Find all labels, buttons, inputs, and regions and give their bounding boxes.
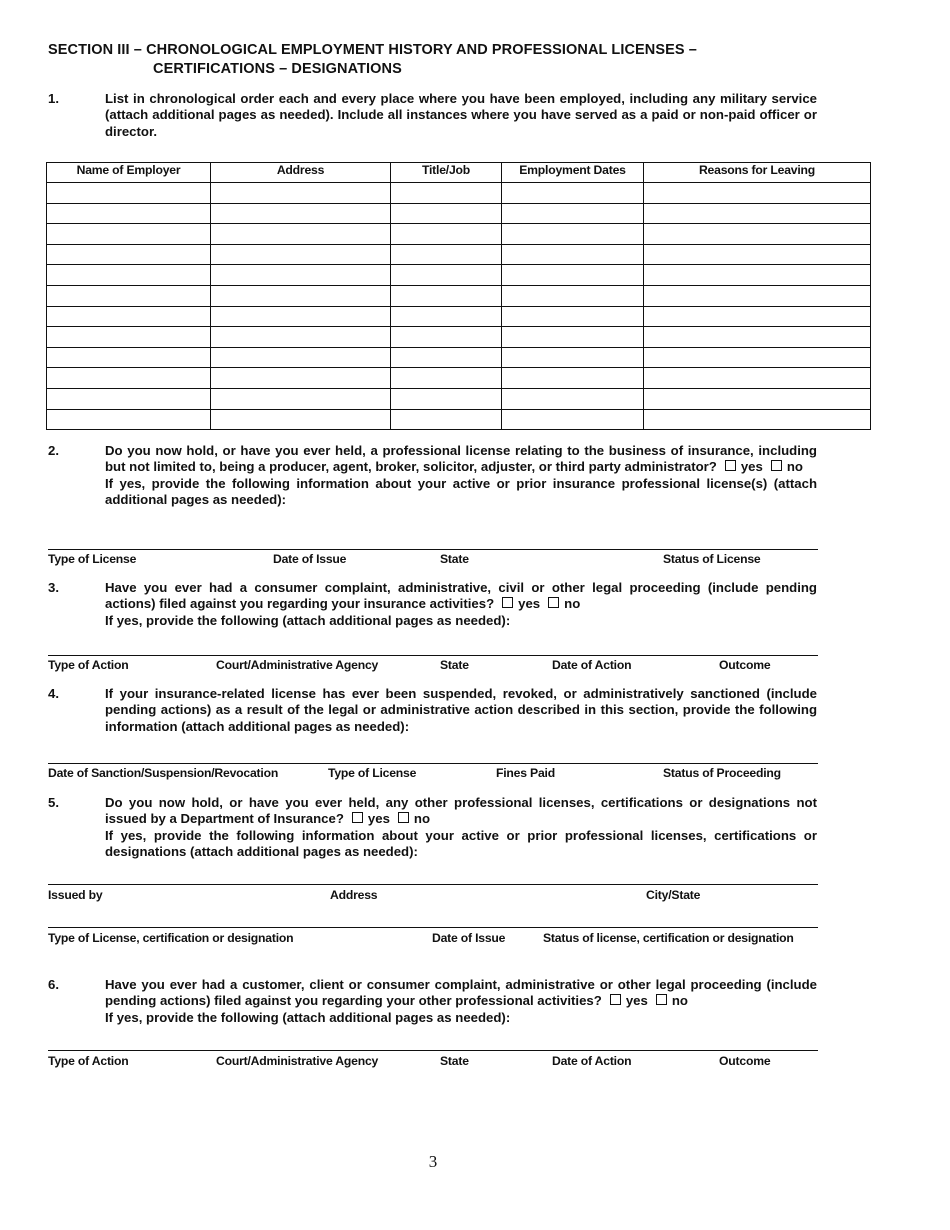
employment-cell[interactable] <box>644 183 871 204</box>
q6-field-state: State <box>440 1054 469 1068</box>
employment-cell[interactable] <box>391 285 502 306</box>
q5-field-type-of-license: Type of License, certification or designation <box>48 931 294 945</box>
col-reasons-for-leaving: Reasons for Leaving <box>644 163 871 183</box>
employment-cell[interactable] <box>502 327 644 348</box>
employment-table-header <box>47 163 871 183</box>
q1-number: 1. <box>48 91 59 106</box>
employment-cell[interactable] <box>391 244 502 265</box>
q2-block <box>105 443 817 508</box>
employment-row <box>47 306 871 327</box>
q6-field-type-of-action: Type of Action <box>48 1054 129 1068</box>
q3-answer-line[interactable] <box>48 655 818 656</box>
employment-cell[interactable] <box>47 285 211 306</box>
q1-text: List in chronological order each and every place where you have been employed, including any military service (attach additional pages as needed). Include all instances where you have served as a paid or non-paid officer or director. <box>105 91 817 139</box>
employment-cell[interactable] <box>644 388 871 409</box>
page-number: 3 <box>428 1152 438 1171</box>
employment-row <box>47 409 871 430</box>
q3-block <box>105 580 817 629</box>
q6-yes-checkbox[interactable] <box>610 994 621 1005</box>
employment-row <box>47 265 871 286</box>
employment-cell[interactable] <box>47 203 211 224</box>
employment-cell[interactable] <box>47 224 211 245</box>
employment-cell[interactable] <box>47 409 211 430</box>
q6-no-checkbox[interactable] <box>656 994 667 1005</box>
employment-cell[interactable] <box>211 368 391 389</box>
section-title-line2: CERTIFICATIONS – DESIGNATIONS <box>153 61 402 77</box>
employment-cell[interactable] <box>47 306 211 327</box>
q2-no-label: no <box>786 459 803 475</box>
employment-cell[interactable] <box>644 203 871 224</box>
q5-no-checkbox[interactable] <box>398 812 409 823</box>
col-title-job: Title/Job <box>391 163 502 183</box>
q2-field-type-of-license: Type of License <box>48 552 137 566</box>
q2-field-state: State <box>440 552 469 566</box>
employment-cell[interactable] <box>644 327 871 348</box>
q2-yes-label: yes <box>740 459 763 475</box>
q3-field-type-of-action: Type of Action <box>48 658 129 672</box>
employment-row <box>47 244 871 265</box>
q2-yes-checkbox[interactable] <box>725 460 736 471</box>
employment-row <box>47 347 871 368</box>
q5-block <box>105 795 817 860</box>
q6-yes-label: yes <box>625 993 648 1009</box>
employment-cell[interactable] <box>47 327 211 348</box>
q3-field-state: State <box>440 658 469 672</box>
employment-cell[interactable] <box>502 388 644 409</box>
q6-followup: If yes, provide the following (attach additional pages as needed): <box>105 1009 511 1025</box>
employment-cell[interactable] <box>644 224 871 245</box>
q2-followup: If yes, provide the following information about your active or prior insurance professional license(s) (attach additional pages as needed): <box>105 475 817 507</box>
employment-cell[interactable] <box>644 285 871 306</box>
q5-field-date-of-issue: Date of Issue <box>432 931 506 945</box>
q5-followup: If yes, provide the following information about your active or prior professional licenses, certifications or designations (attach additional pages as needed): <box>105 827 817 859</box>
q3-field-date-of-action: Date of Action <box>552 658 632 672</box>
employment-cell[interactable] <box>211 285 391 306</box>
employment-cell[interactable] <box>211 306 391 327</box>
employment-cell[interactable] <box>211 244 391 265</box>
employment-cell[interactable] <box>47 265 211 286</box>
q5-yes-checkbox[interactable] <box>352 812 363 823</box>
q4-field-date-of-sanction: Date of Sanction/Suspension/Revocation <box>48 766 279 780</box>
q4-field-fines-paid: Fines Paid <box>496 766 555 780</box>
q5-field-status: Status of license, certification or designation <box>543 931 794 945</box>
q3-field-court-agency: Court/Administrative Agency <box>216 658 379 672</box>
section-title-line1: SECTION III – CHRONOLOGICAL EMPLOYMENT HISTORY AND PROFESSIONAL LICENSES – <box>48 42 697 58</box>
employment-row <box>47 368 871 389</box>
q5-number: 5. <box>48 795 59 810</box>
q5-field-issued-by: Issued by <box>48 888 103 902</box>
employment-cell[interactable] <box>47 244 211 265</box>
q5-no-label: no <box>413 811 431 827</box>
q2-field-status-of-license: Status of License <box>663 552 761 566</box>
q6-field-date-of-action: Date of Action <box>552 1054 632 1068</box>
employment-cell[interactable] <box>391 265 502 286</box>
employment-cell[interactable] <box>391 409 502 430</box>
employment-cell[interactable] <box>391 306 502 327</box>
employment-cell[interactable] <box>644 306 871 327</box>
q3-followup: If yes, provide the following (attach additional pages as needed): <box>105 612 511 628</box>
q6-text: Have you ever had a customer, client or consumer complaint, administrative or other legal proceeding (include pending actions) filed against you regarding your other professional activities? <box>105 977 817 1009</box>
q6-answer-line[interactable] <box>48 1050 818 1051</box>
q4-answer-line[interactable] <box>48 763 818 764</box>
employment-cell[interactable] <box>211 388 391 409</box>
col-address: Address <box>211 163 391 183</box>
employment-cell[interactable] <box>391 327 502 348</box>
q4-text: If your insurance-related license has ever been suspended, revoked, or administratively sanctioned (include pending actions) as a result of the legal or administrative action described in this section, provide the following information (attach additional pages as needed): <box>105 686 817 734</box>
q4-field-status-of-proceeding: Status of Proceeding <box>663 766 781 780</box>
q6-block <box>105 977 817 1026</box>
employment-cell[interactable] <box>391 203 502 224</box>
employment-cell[interactable] <box>502 183 644 204</box>
q3-yes-checkbox[interactable] <box>502 597 513 608</box>
employment-cell[interactable] <box>502 368 644 389</box>
employment-cell[interactable] <box>502 265 644 286</box>
q5-answer-line-1[interactable] <box>48 884 818 885</box>
q2-no-checkbox[interactable] <box>771 460 782 471</box>
employment-cell[interactable] <box>644 368 871 389</box>
employment-cell[interactable] <box>211 224 391 245</box>
q2-field-date-of-issue: Date of Issue <box>273 552 347 566</box>
employment-cell[interactable] <box>644 347 871 368</box>
employment-row <box>47 183 871 204</box>
employment-cell[interactable] <box>391 368 502 389</box>
col-employment-dates: Employment Dates <box>502 163 644 183</box>
employment-row <box>47 203 871 224</box>
q6-number: 6. <box>48 977 59 992</box>
q5-yes-label: yes <box>367 811 390 827</box>
employment-cell[interactable] <box>211 409 391 430</box>
q6-no-label: no <box>671 993 688 1009</box>
employment-history-table <box>46 162 871 430</box>
employment-cell[interactable] <box>211 183 391 204</box>
employment-cell[interactable] <box>502 224 644 245</box>
employment-cell[interactable] <box>47 347 211 368</box>
q5-text: Do you now hold, or have you ever held, any other professional licenses, certifications or designations not issued by a Department of Insurance? <box>105 795 817 827</box>
employment-cell[interactable] <box>502 285 644 306</box>
q5-answer-line-2[interactable] <box>48 927 818 928</box>
employment-cell[interactable] <box>47 183 211 204</box>
employment-cell[interactable] <box>502 347 644 368</box>
col-name-of-employer: Name of Employer <box>47 163 211 183</box>
employment-cell[interactable] <box>47 368 211 389</box>
q3-number: 3. <box>48 580 59 595</box>
q2-answer-line[interactable] <box>48 549 818 550</box>
employment-cell[interactable] <box>211 347 391 368</box>
employment-cell[interactable] <box>502 306 644 327</box>
q6-field-court-agency: Court/Administrative Agency <box>216 1054 379 1068</box>
q4-number: 4. <box>48 686 59 701</box>
employment-cell[interactable] <box>211 265 391 286</box>
employment-cell[interactable] <box>502 203 644 224</box>
q2-text: Do you now hold, or have you ever held, a professional license relating to the business of insurance, including but not limited to, being a producer, agent, broker, solicitor, adjuster, or third party administrator? <box>105 443 817 475</box>
q3-text: Have you ever had a consumer complaint, administrative, civil or other legal proceeding (include pending actions) filed against you regarding your insurance activities? <box>105 580 817 612</box>
employment-cell[interactable] <box>644 265 871 286</box>
q3-no-checkbox[interactable] <box>548 597 559 608</box>
q2-number: 2. <box>48 443 59 458</box>
employment-cell[interactable] <box>502 409 644 430</box>
employment-row <box>47 285 871 306</box>
q3-field-outcome: Outcome <box>719 658 771 672</box>
q5-field-city-state: City/State <box>646 888 701 902</box>
employment-row <box>47 327 871 348</box>
q5-field-address: Address <box>330 888 378 902</box>
q4-field-type-of-license: Type of License <box>328 766 417 780</box>
employment-cell[interactable] <box>211 327 391 348</box>
employment-row <box>47 388 871 409</box>
employment-cell[interactable] <box>391 183 502 204</box>
employment-table-body <box>47 183 871 430</box>
employment-row <box>47 224 871 245</box>
employment-cell[interactable] <box>391 224 502 245</box>
employment-cell[interactable] <box>644 244 871 265</box>
q6-field-outcome: Outcome <box>719 1054 771 1068</box>
employment-cell[interactable] <box>211 203 391 224</box>
employment-cell[interactable] <box>502 244 644 265</box>
q3-no-label: no <box>564 596 581 612</box>
employment-cell[interactable] <box>391 347 502 368</box>
employment-cell[interactable] <box>47 388 211 409</box>
employment-cell[interactable] <box>644 409 871 430</box>
q3-yes-label: yes <box>518 596 541 612</box>
employment-cell[interactable] <box>391 388 502 409</box>
